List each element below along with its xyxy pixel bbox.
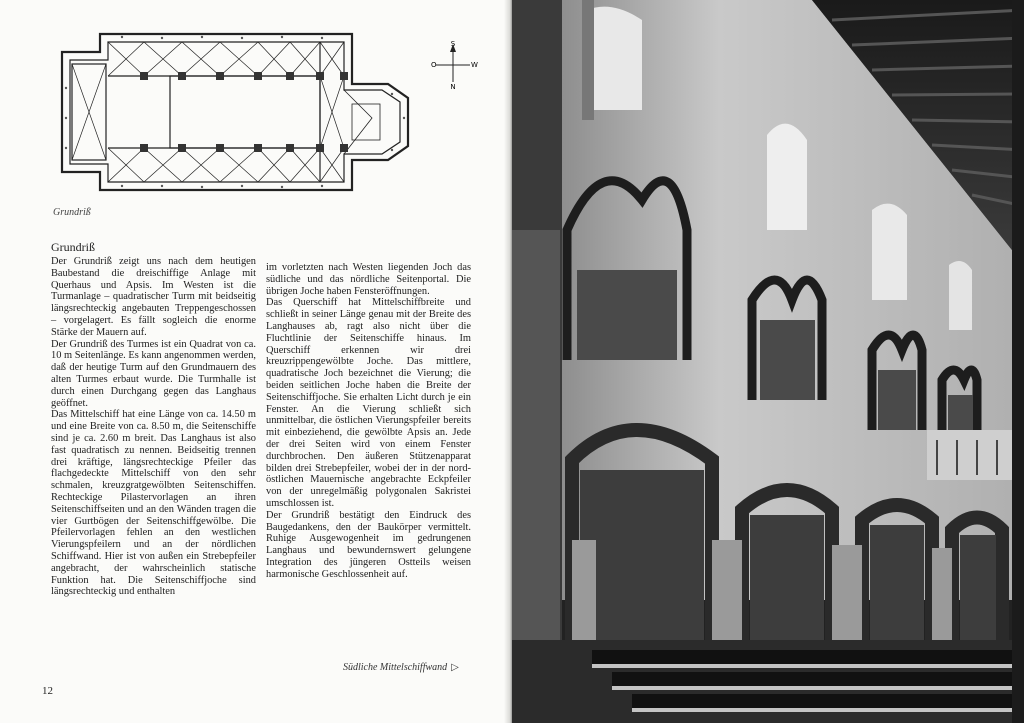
compass-rose	[428, 40, 478, 90]
compass-letter-n: N	[450, 83, 456, 90]
compass-letter-s: S	[450, 40, 456, 48]
church-interior-photo	[512, 0, 1024, 723]
compass-letter-o: O	[431, 61, 437, 69]
paragraph: im vorletzten nach Westen liegenden Joch das südliche und das nördliche Seitenportal. Die übrigen Joche haben Fensteröffnungen.	[266, 262, 471, 297]
paragraph: Das Mittelschiff hat eine Länge von ca. 14.50 m und eine Breite von ca. 8.50 m, die Seitenschiffe sind je ca. 2.60 m breit. Das Langhaus ist also fast quadratisch zu nennen. Beidseitig trennen drei kräftige, längsrechteckige Pfeiler das flachgedeckte Mittelschiff von den sehr schmalen, kreuzgratgewölbten Seitenschiffen. Rechteckige Pilastervorlagen an ihren Seitenschiffseiten und an den Wänden tragen die vier Gurtbögen der Seitenschiffgewölbe. Die Pfeilervorlagen fehlen an den westlichen Vierungspfeilern und an der nördlichen Schiffwand. Hier ist von außen ein Strebepfeiler angebracht, der wahrscheinlich statische Funktion hat. Die Seitenschiffjoche sind längsrechteckig und enthalten	[51, 409, 256, 598]
section-heading: Grundriß	[51, 240, 95, 254]
text-column-2	[266, 262, 471, 581]
page-number: 12	[42, 685, 53, 697]
paragraph: Das Querschiff hat Mittelschiffbreite und schließt in seiner Länge genau mit der Breite des Langhauses ab, ragt also nicht über die Fluchtlinie der Seitenschiffe hinaus. Im Querschiff erkennen wir drei kreuzrippengewölbte Joche. Das mittlere, quadratische Joch bezeichnet die Vierung; die beiden seitlichen Joche haben die Breite der Seitenschiffjoche. Sie erhalten Licht durch je ein Fenster. An die Vierung schließt sich unmittelbar, die östlichen Vierungspfeiler bereits mit einbeziehend, die gewölbte Apsis an. Jede der drei Seiten wird von einem Fenster durchbrochen. Den äußeren Stützenapparat bilden drei Strebepfeiler, wobei der in der nord-östlichen Mauernische angebrachte Eckpfeiler von der unregelmäßig polygonalen Sakristei umschlossen ist.	[266, 297, 471, 509]
photo-caption-text: Südliche Mittelschiffwand	[343, 662, 448, 673]
compass-letter-w: W	[471, 61, 478, 69]
floor-plan-drawing	[52, 28, 424, 200]
plan-caption: Grundriß	[53, 207, 91, 218]
photo-caption	[343, 662, 459, 673]
paragraph: Der Grundriß des Turmes ist ein Quadrat von ca. 10 m Seitenlänge. Es kann angenommen werden, daß der heutige Turm auf den Grundmauern des alten Turmes erbaut wurde. Die Turmhalle ist durch einen Durchgang gegen das Langhaus geöffnet.	[51, 338, 256, 409]
text-column-1	[51, 256, 256, 598]
triangle-right-icon: ▷	[451, 662, 459, 673]
paragraph: Der Grundriß bestätigt den Eindruck des Baugedankens, den der Baukörper vermittelt. Ruhige Ausgewogenheit im gedrungenen Langhaus und bewundernswert gelungene Integration des jüngeren Ostteils weisen harmonische Geschlossenheit auf.	[266, 509, 471, 580]
paragraph: Der Grundriß zeigt uns nach dem heutigen Baubestand die dreischiffige Anlage mit Querhaus und Apsis. Im Westen ist die Turmanlage – quadratischer Turm mit beidseitig längsrechteckig angebauten Treppengeschossen – vorgelagert. Es fällt sogleich die enorme Stärke der Mauern auf.	[51, 256, 256, 338]
